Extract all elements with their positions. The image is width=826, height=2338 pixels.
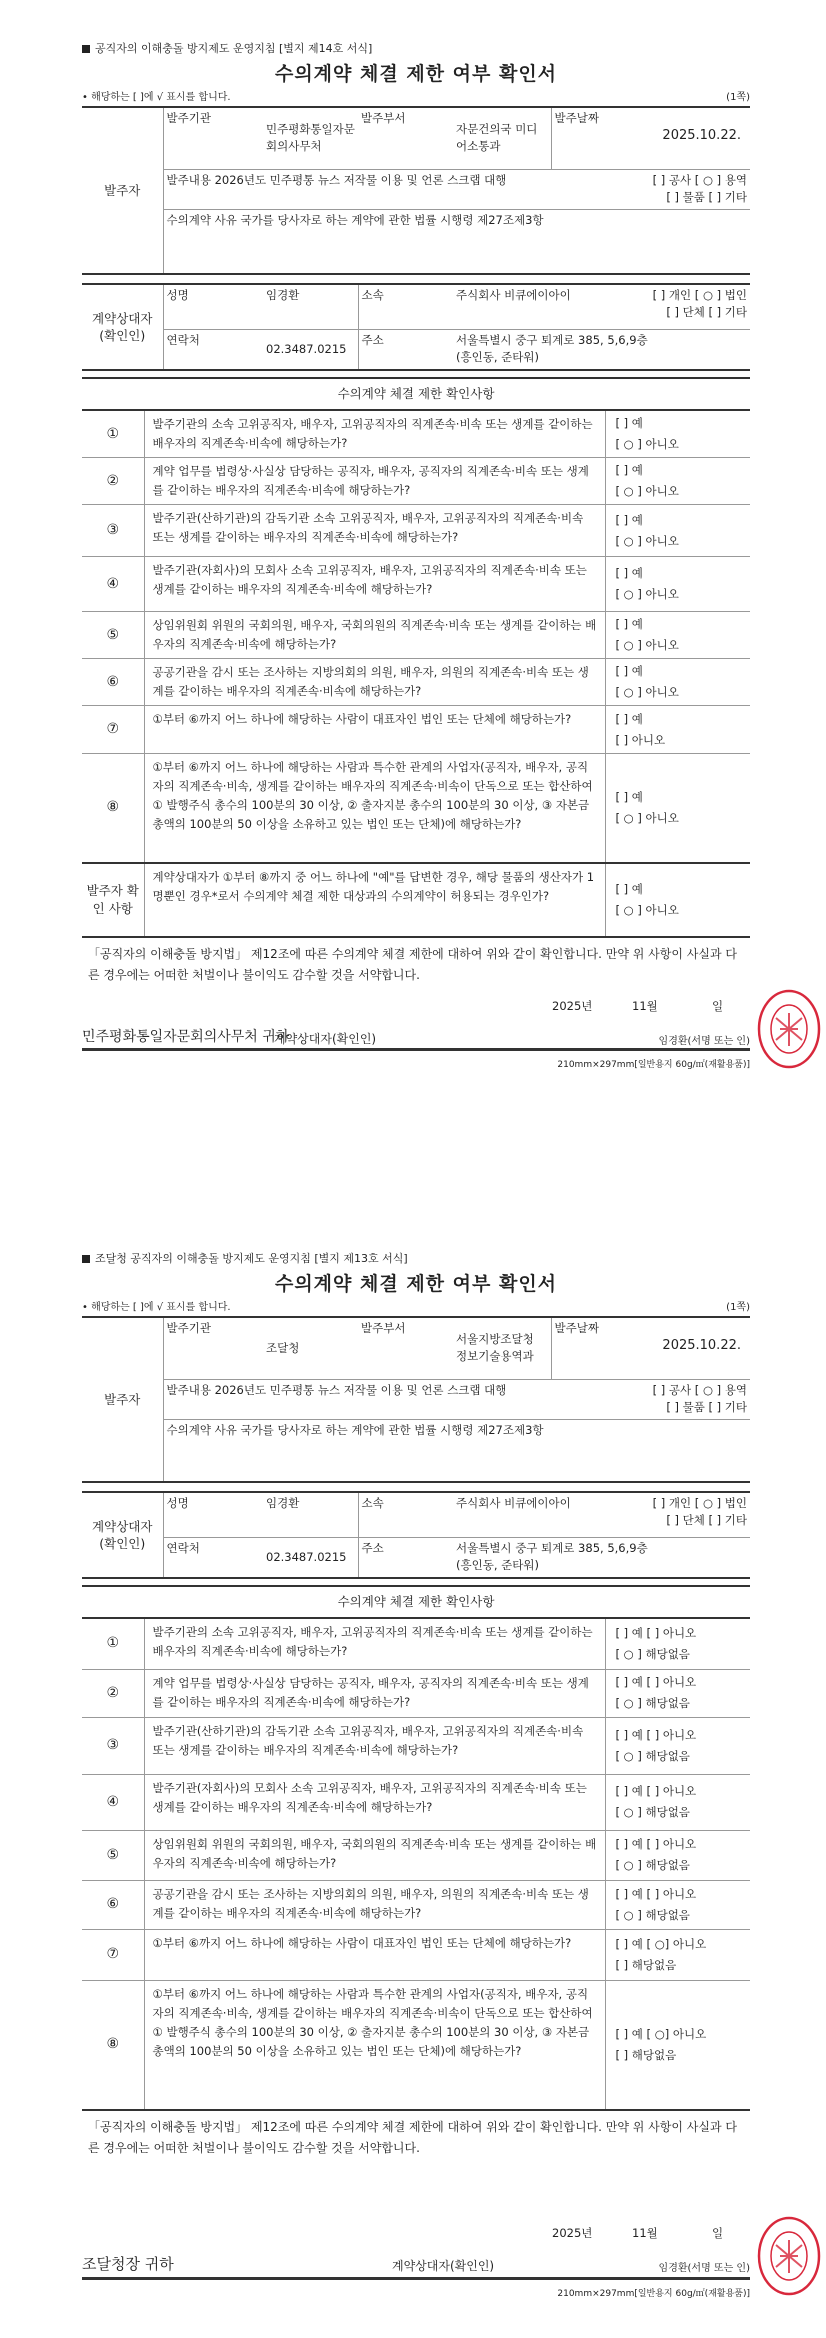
pledge-statement: 「공직자의 이해충돌 방지법」 제12조에 따른 수의계약 체결 제한에 대하여 위와 같이 확인합니다. 만약 위 사항이 사실과 다른 경우에는 어떠한 처벌이나 불이익도 감수할 것을 서약합니다. [88, 946, 737, 982]
sign-month: 11월 [632, 2226, 658, 2240]
contractor-name: 임경환 [263, 1492, 358, 1537]
contractor-type-line2[interactable]: [ ] 단체 [ ] 기타 [666, 305, 747, 319]
question-row [82, 612, 750, 659]
question-text: 공공기관을 감시 또는 조사하는 지방의회의 의원, 배우자, 의원의 직계존속·비속 또는 생계를 같이하는 배우자의 직계존속·비속에 해당하는가? [144, 1880, 605, 1929]
question-number: ③ [82, 505, 144, 557]
instruction-note: • 해당하는 [ ]에 √ 표시를 합니다. [82, 1302, 231, 1313]
sign-day: 일 [712, 2226, 724, 2240]
answer-options [605, 706, 750, 754]
order-type-line2[interactable]: [ ] 물품 [ ] 기타 [666, 189, 747, 204]
answer-option[interactable]: [ ] 예 [ ] 아니오 [615, 1625, 697, 1640]
answer-options [605, 411, 750, 458]
answer-option[interactable]: [ ] 예 [615, 789, 643, 804]
section-title: 수의계약 체결 제한 확인사항 [82, 1585, 750, 1619]
section-title: 수의계약 체결 제한 확인사항 [82, 377, 750, 411]
contractor-type-line2[interactable]: [ ] 단체 [ ] 기타 [666, 1513, 747, 1527]
agency-value: 민주평화통일자문회의사무처 [263, 107, 358, 169]
answer-option[interactable]: [ ] 예 [ ○] 아니오 [615, 1936, 707, 1951]
order-type-line2[interactable]: [ ] 물품 [ ] 기타 [666, 1399, 747, 1414]
answer-option[interactable]: [ ] 예 [615, 881, 643, 896]
question-row [82, 706, 750, 754]
question-number: ⑦ [82, 1929, 144, 1980]
form-title: 수의계약 체결 제한 여부 확인서 [274, 63, 558, 85]
question-number: 발주자 확인 사항 [82, 863, 144, 937]
order-content: 발주내용 2026년도 민주평통 뉴스 저작물 이용 및 언론 스크랩 대행 [163, 1379, 551, 1419]
name-label: 성명 [163, 1492, 263, 1537]
question-text: 발주기관의 소속 고위공직자, 배우자, 고위공직자의 직계존속·비속 또는 생계를 같이하는 배우자의 직계존속·비속에 해당하는가? [144, 1619, 605, 1669]
question-row [82, 863, 750, 937]
answer-option[interactable]: [ ] 예 [ ] 아니오 [615, 1675, 697, 1689]
answer-option[interactable]: [ ] 예 [615, 664, 643, 678]
agency-label: 발주기관 [163, 1317, 263, 1379]
address-line1: 서울특별시 중구 퇴계로 385, 5,6,9층 [456, 332, 648, 347]
questions-table [82, 1619, 750, 2111]
question-row [82, 1774, 750, 1830]
answer-option[interactable]: [ ] 예 [615, 416, 643, 430]
sign-year: 2025년 [552, 2226, 593, 2240]
question-row [82, 1980, 750, 2110]
orderer-table [82, 1316, 750, 1481]
sign-year: 2025년 [552, 998, 593, 1013]
contract-reason: 수의계약 사유 국가를 당사자로 하는 계약에 관한 법률 시행령 제27조제3항 [166, 212, 544, 227]
orderer-label: 발주자 [82, 107, 163, 273]
question-row [82, 1929, 750, 1980]
answer-option[interactable]: [ ○ ] 해당없음 [615, 1805, 690, 1819]
answer-options [605, 1980, 750, 2110]
page-number: (1쪽) [726, 1302, 750, 1313]
order-type-line1[interactable]: [ ] 공사 [ ○ ] 용역 [652, 1382, 747, 1397]
question-row [82, 411, 750, 458]
answer-option[interactable]: [ ○ ] 아니오 [615, 685, 679, 699]
signer-name: 임경환(서명 또는 인) [659, 2259, 750, 2274]
question-text: 상임위원회 위원의 국회의원, 배우자, 국회의원의 직계존속·비속 또는 생계를 같이하는 배우자의 직계존속·비속에 해당하는가? [144, 612, 605, 659]
question-text: 발주기관(자회사)의 모회사 소속 고위공직자, 배우자, 고위공직자의 직계존속·비속 또는 생계를 같이하는 배우자의 직계존속·비속에 해당하는가? [144, 557, 605, 612]
answer-option[interactable]: [ ] 아니오 [615, 732, 666, 747]
question-number: ④ [82, 557, 144, 612]
address-line1: 서울특별시 중구 퇴계로 385, 5,6,9층 [456, 1540, 648, 1555]
answer-options [605, 863, 750, 937]
answer-options [605, 1929, 750, 1980]
question-row [82, 754, 750, 863]
question-number: ② [82, 1669, 144, 1717]
contractor-contact: 02.3487.0215 [266, 341, 347, 356]
address-label: 주소 [358, 1537, 453, 1578]
dept-label: 발주부서 [358, 1317, 453, 1379]
pledge-statement: 「공직자의 이해충돌 방지법」 제12조에 따른 수의계약 체결 제한에 대하여 위와 같이 확인합니다. 만약 위 사항이 사실과 다른 경우에는 어떠한 처벌이나 불이익도 감수할 것을 서약합니다. [88, 2120, 737, 2155]
answer-option[interactable]: [ ○ ] 아니오 [615, 533, 679, 548]
questions-table [82, 411, 750, 938]
form-header [82, 40, 750, 58]
answer-options [605, 754, 750, 863]
answer-option[interactable]: [ ] 해당없음 [615, 1957, 677, 1972]
question-text: 발주기관(산하기관)의 감독기관 소속 고위공직자, 배우자, 고위공직자의 직계존속·비속 또는 생계를 같이하는 배우자의 직계존속·비속에 해당하는가? [144, 505, 605, 557]
question-text: 발주기관(산하기관)의 감독기관 소속 고위공직자, 배우자, 고위공직자의 직계존속·비속 또는 생계를 같이하는 배우자의 직계존속·비속에 해당하는가? [144, 1717, 605, 1774]
answer-options [605, 1830, 750, 1880]
square-bullet-icon [82, 1255, 90, 1263]
question-number: ③ [82, 1717, 144, 1774]
agency-value: 조달청 [263, 1317, 358, 1379]
answer-option[interactable]: [ ○ ] 아니오 [615, 437, 679, 451]
question-number: ④ [82, 1774, 144, 1830]
answer-option[interactable]: [ ○ ] 해당없음 [615, 1748, 690, 1763]
question-row [82, 1830, 750, 1880]
order-type-line1[interactable]: [ ] 공사 [ ○ ] 용역 [652, 172, 747, 187]
question-number: ⑦ [82, 706, 144, 754]
company-seal-icon [756, 2215, 822, 2297]
address-label: 주소 [358, 329, 453, 370]
signature-area [82, 986, 750, 1048]
company-seal-icon [756, 988, 822, 1070]
form-header-text: 조달청 공직자의 이해충돌 방지제도 운영지침 [별지 제13호 서식] [95, 1252, 408, 1265]
question-text: ①부터 ⑥까지 어느 하나에 해당하는 사람과 특수한 관계의 사업자(공직자, 배우자, 공직자의 직계존속·비속, 생계를 같이하는 배우자의 직계존속·비속이 단독으로 또는 합산하여 ① 발행주식 총수의 100분의 30 이상, ② 출자지분 총수의 100분의 30 이상, ③ 자본금 총액의 100분의 50 이상을 소유하고 있는 법인 또는 단체)에 해당하는가? [144, 754, 605, 863]
answer-options [605, 1717, 750, 1774]
form-title: 수의계약 체결 제한 여부 확인서 [274, 1273, 558, 1295]
sign-day: 일 [712, 998, 724, 1013]
order-date: 2025.10.22. [662, 1338, 741, 1353]
confirmation-form-1 [82, 40, 750, 1070]
order-content: 발주내용 2026년도 민주평통 뉴스 저작물 이용 및 언론 스크랩 대행 [163, 169, 551, 209]
contractor-name: 임경환 [263, 284, 358, 329]
question-row [82, 1880, 750, 1929]
answer-options [605, 1669, 750, 1717]
contractor-affiliation: 주식회사 비큐에이아이 [453, 1492, 593, 1537]
answer-option[interactable]: [ ] 예 [ ] 아니오 [615, 1886, 697, 1901]
sign-month: 11월 [632, 998, 658, 1013]
answer-options [605, 557, 750, 612]
dept-label: 발주부서 [358, 107, 453, 169]
agency-label: 발주기관 [163, 107, 263, 169]
instruction-note: • 해당하는 [ ]에 √ 표시를 합니다. [82, 92, 231, 103]
question-text: 계약 업무를 법령상·사실상 담당하는 공직자, 배우자, 공직자의 직계존속·비속 또는 생계를 같이하는 배우자의 직계존속·비속에 해당하는가? [144, 458, 605, 505]
paper-spec: 210mm×297mm[일반용지 60g/㎡(재활용품)] [557, 1059, 750, 1070]
answer-option[interactable]: [ ] 예 [615, 711, 643, 726]
paper-spec: 210mm×297mm[일반용지 60g/㎡(재활용품)] [557, 2289, 750, 2299]
square-bullet-icon [82, 45, 90, 53]
question-number: ⑥ [82, 1880, 144, 1929]
orderer-table [82, 106, 750, 273]
signer-name: 임경환(서명 또는 인) [659, 1032, 750, 1047]
question-number: ① [82, 411, 144, 458]
answer-option[interactable]: [ ○ ] 해당없음 [615, 1646, 690, 1661]
question-row [82, 458, 750, 505]
answer-option[interactable]: [ ] 예 [615, 463, 643, 477]
question-number: ⑤ [82, 612, 144, 659]
question-number: ⑥ [82, 659, 144, 706]
question-text: ①부터 ⑥까지 어느 하나에 해당하는 사람이 대표자인 법인 또는 단체에 해당하는가? [144, 706, 605, 754]
answer-option[interactable]: [ ○ ] 해당없음 [615, 1696, 690, 1710]
contractor-sublabel: (확인인) [99, 328, 146, 343]
question-number: ⑧ [82, 1980, 144, 2110]
answer-options [605, 458, 750, 505]
question-number: ② [82, 458, 144, 505]
dept-value: 서울지방조달청 정보기술용역과 [453, 1317, 551, 1379]
page-number: (1쪽) [726, 92, 750, 103]
affiliation-label: 소속 [358, 284, 453, 329]
answer-option[interactable]: [ ] 예 [615, 566, 643, 580]
answer-option[interactable]: [ ] 예 [ ] 아니오 [615, 1784, 697, 1798]
contract-reason: 수의계약 사유 국가를 당사자로 하는 계약에 관한 법률 시행령 제27조제3항 [166, 1422, 544, 1437]
contractor-table [82, 1491, 750, 1579]
question-row [82, 505, 750, 557]
order-date: 2025.10.22. [662, 128, 741, 143]
answer-options [605, 1774, 750, 1830]
answer-options [605, 1619, 750, 1669]
contractor-label: 계약상대자 [92, 311, 153, 326]
answer-options [605, 505, 750, 557]
answer-option[interactable]: [ ○ ] 해당없음 [615, 1858, 690, 1872]
answer-option[interactable]: [ ] 예 [ ] 아니오 [615, 1837, 697, 1851]
answer-option[interactable]: [ ○ ] 아니오 [615, 902, 679, 917]
question-row [82, 557, 750, 612]
addressee: 조달청장 귀하 [82, 2255, 174, 2273]
question-text: 발주기관(자회사)의 모회사 소속 고위공직자, 배우자, 고위공직자의 직계존속·비속 또는 생계를 같이하는 배우자의 직계존속·비속에 해당하는가? [144, 1774, 605, 1830]
affiliation-label: 소속 [358, 1492, 453, 1537]
question-row [82, 1717, 750, 1774]
date-label: 발주날짜 [554, 1321, 599, 1335]
question-row [82, 659, 750, 706]
question-text: 계약 업무를 법령상·사실상 담당하는 공직자, 배우자, 공직자의 직계존속·비속 또는 생계를 같이하는 배우자의 직계존속·비속에 해당하는가? [144, 1669, 605, 1717]
question-text: 공공기관을 감시 또는 조사하는 지방의회의 의원, 배우자, 의원의 직계존속·비속 또는 생계를 같이하는 배우자의 직계존속·비속에 해당하는가? [144, 659, 605, 706]
contact-label: 연락처 [166, 332, 200, 347]
confirmation-form-2 [82, 1250, 750, 2299]
contractor-contact: 02.3487.0215 [266, 1549, 347, 1564]
date-label: 발주날짜 [554, 111, 599, 125]
answer-option[interactable]: [ ] 예 [ ] 아니오 [615, 1727, 697, 1742]
question-number: ⑤ [82, 1830, 144, 1880]
signer-label: 계약상대자(확인인) [274, 1031, 377, 1046]
question-row [82, 1669, 750, 1717]
contractor-sublabel: (확인인) [99, 1536, 146, 1551]
address-line2: (흥인동, 준타워) [456, 349, 539, 364]
question-number: ① [82, 1619, 144, 1669]
question-text: 상임위원회 위원의 국회의원, 배우자, 국회의원의 직계존속·비속 또는 생계를 같이하는 배우자의 직계존속·비속에 해당하는가? [144, 1830, 605, 1880]
dept-value: 자문건의국 미디어소통과 [453, 107, 551, 169]
contractor-label: 계약상대자 [92, 1519, 153, 1534]
answer-option[interactable]: [ ○ ] 아니오 [615, 484, 679, 498]
question-text: ①부터 ⑥까지 어느 하나에 해당하는 사람과 특수한 관계의 사업자(공직자, 배우자, 공직자의 직계존속·비속, 생계를 같이하는 배우자의 직계존속·비속이 단독으로 또는 합산하여 ① 발행주식 총수의 100분의 30 이상, ② 출자지분 총수의 100분의 30 이상, ③ 자본금 총액의 100분의 50 이상을 소유하고 있는 법인 또는 단체)에 해당하는가? [144, 1980, 605, 2110]
answer-option[interactable]: [ ] 예 [615, 512, 643, 527]
form-header-text: 공직자의 이해충돌 방지제도 운영지침 [별지 제14호 서식] [95, 42, 373, 55]
question-row [82, 1619, 750, 1669]
contractor-type-line1[interactable]: [ ] 개인 [ ○ ] 법인 [652, 1496, 747, 1510]
answer-option[interactable]: [ ○ ] 아니오 [615, 810, 679, 825]
contact-label: 연락처 [166, 1540, 200, 1555]
question-text: 발주기관의 소속 고위공직자, 배우자, 고위공직자의 직계존속·비속 또는 생계를 같이하는 배우자의 직계존속·비속에 해당하는가? [144, 411, 605, 458]
answer-option[interactable]: [ ○ ] 아니오 [615, 587, 679, 601]
answer-option[interactable]: [ ] 예 [ ○] 아니오 [615, 2026, 707, 2041]
contractor-affiliation: 주식회사 비큐에이아이 [453, 284, 593, 329]
answer-options [605, 1880, 750, 1929]
signer-label: 계약상대자(확인인) [392, 2259, 495, 2273]
question-number: ⑧ [82, 754, 144, 863]
orderer-label: 발주자 [82, 1317, 163, 1481]
address-line2: (흥인동, 준타워) [456, 1557, 539, 1572]
answer-option[interactable]: [ ] 예 [615, 617, 643, 631]
signature-area [82, 2159, 750, 2277]
answer-options [605, 659, 750, 706]
question-text: ①부터 ⑥까지 어느 하나에 해당하는 사람이 대표자인 법인 또는 단체에 해당하는가? [144, 1929, 605, 1980]
contractor-type-line1[interactable]: [ ] 개인 [ ○ ] 법인 [652, 288, 747, 302]
answer-option[interactable]: [ ○ ] 해당없음 [615, 1907, 690, 1922]
question-text: 계약상대자가 ①부터 ⑧까지 중 어느 하나에 "예"를 답변한 경우, 해당 물품의 생산자가 1명뿐인 경우*로서 수의계약 체결 제한 대상과의 수의계약이 허용되는 경우인가? [144, 863, 605, 937]
answer-options [605, 612, 750, 659]
addressee: 민주평화통일자문회의사무처 귀하 [82, 1028, 290, 1045]
form-header [82, 1250, 750, 1268]
answer-option[interactable]: [ ○ ] 아니오 [615, 638, 679, 652]
contractor-table [82, 283, 750, 371]
name-label: 성명 [163, 284, 263, 329]
answer-option[interactable]: [ ] 해당없음 [615, 2047, 677, 2062]
